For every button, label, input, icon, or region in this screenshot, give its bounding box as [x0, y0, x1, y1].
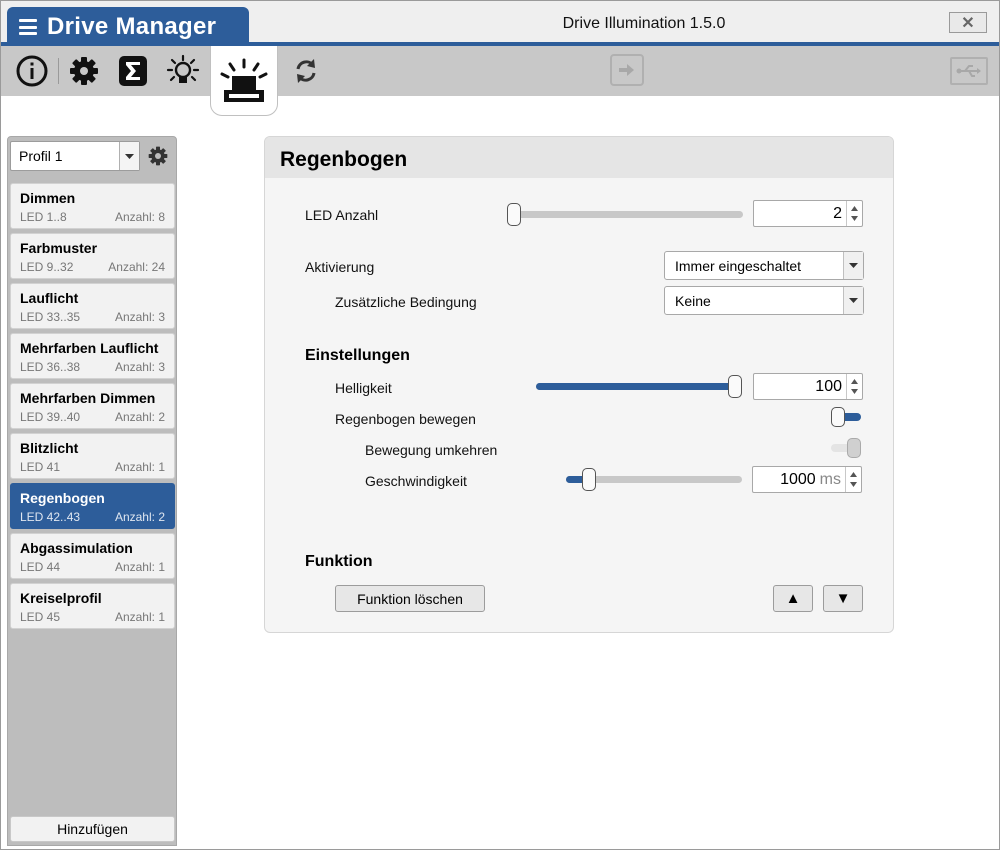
list-item-regenbogen-selected[interactable] [10, 483, 175, 529]
brightness-slider-fill [536, 383, 742, 390]
activation-label: Aktivierung [305, 259, 375, 275]
chevron-down-icon[interactable] [119, 142, 139, 170]
function-led-range: LED 33..35 [20, 310, 81, 324]
refresh-icon[interactable] [288, 53, 324, 89]
login-arrow-icon[interactable] [610, 54, 644, 86]
move-up-button[interactable]: ▲ [773, 585, 813, 612]
speed-spinbox[interactable] [752, 466, 862, 493]
led-count-slider-thumb[interactable] [507, 203, 521, 226]
chevron-down-icon[interactable] [843, 252, 863, 279]
activation-select-value: Immer eingeschaltet [675, 258, 802, 274]
function-name: Lauflicht [20, 290, 79, 306]
profile-select-value: Profil 1 [19, 148, 63, 164]
function-name: Abgassimulation [20, 540, 133, 556]
function-name: Dimmen [20, 190, 76, 206]
speed-unit: ms [819, 471, 841, 488]
function-led-count: Anzahl: 2 [114, 410, 165, 424]
led-count-label: LED Anzahl [305, 207, 379, 223]
spin-down-icon[interactable] [851, 389, 858, 394]
toolbar-separator [58, 58, 59, 84]
hamburger-menu-icon [19, 19, 37, 35]
function-led-count: Anzahl: 1 [114, 560, 165, 574]
usb-connection-icon[interactable] [950, 57, 988, 85]
profile-row [10, 141, 174, 171]
reverse-motion-toggle[interactable] [829, 438, 863, 458]
function-led-range: LED 9..32 [20, 260, 74, 274]
add-function-button[interactable]: Hinzufügen [10, 816, 175, 842]
condition-select-value: Keine [675, 293, 711, 309]
function-name: Mehrfarben Lauflicht [20, 340, 159, 356]
profile-settings-gear-icon[interactable] [148, 146, 168, 166]
list-item-lauflicht[interactable] [10, 283, 175, 329]
drive-manager-menu-button[interactable] [7, 7, 249, 47]
function-name: Blitzlicht [20, 440, 79, 456]
delete-function-button[interactable]: Funktion löschen [335, 585, 485, 612]
toolbar [1, 46, 999, 96]
toggle-knob [831, 407, 845, 427]
speed-value-wrap [780, 471, 841, 489]
brightness-label: Helligkeit [335, 380, 392, 396]
move-down-button[interactable]: ▼ [823, 585, 863, 612]
settings-section-title: Einstellungen [305, 347, 410, 364]
app-title: Drive Illumination 1.5.0 [562, 15, 726, 32]
condition-label: Zusätzliche Bedingung [335, 294, 477, 310]
function-led-count: Anzahl: 1 [114, 460, 165, 474]
settings-gear-icon[interactable] [66, 53, 102, 89]
spin-arrows[interactable] [846, 374, 862, 399]
tab-beacon-active[interactable] [210, 46, 278, 116]
function-led-range: LED 1..8 [20, 210, 67, 224]
reverse-motion-label: Bewegung umkehren [365, 442, 498, 458]
list-item-abgassimulation[interactable] [10, 533, 175, 579]
list-item-mehrfarben-dimmen[interactable] [10, 383, 175, 429]
function-led-range: LED 41 [20, 460, 61, 474]
list-item-dimmen[interactable] [10, 183, 175, 229]
spin-up-icon[interactable] [851, 206, 858, 211]
toggle-knob [847, 438, 861, 458]
panel-header [265, 137, 894, 178]
move-rainbow-label: Regenbogen bewegen [335, 411, 476, 427]
speed-slider[interactable] [566, 476, 742, 483]
function-list [10, 183, 175, 633]
function-led-count: Anzahl: 3 [114, 360, 165, 374]
spin-arrows[interactable] [846, 201, 862, 226]
panel-title: Regenbogen [280, 148, 408, 171]
function-name: Kreiselprofil [20, 590, 102, 606]
info-icon[interactable] [14, 53, 50, 89]
list-item-farbmuster[interactable] [10, 233, 175, 279]
led-count-slider[interactable] [507, 211, 743, 218]
function-name: Farbmuster [20, 240, 98, 256]
function-led-range: LED 44 [20, 560, 61, 574]
function-led-count: Anzahl: 24 [108, 260, 165, 274]
function-led-range: LED 42..43 [20, 510, 81, 524]
function-sidebar [7, 136, 177, 846]
list-item-kreiselprofil[interactable] [10, 583, 175, 629]
function-led-range: LED 36..38 [20, 360, 81, 374]
move-rainbow-toggle[interactable] [829, 407, 863, 427]
brightness-spinbox[interactable] [753, 373, 863, 400]
led-count-spinbox[interactable] [753, 200, 863, 227]
title-bar [1, 1, 999, 45]
profile-select[interactable] [10, 141, 140, 171]
spin-down-icon[interactable] [850, 482, 857, 487]
function-settings-panel [264, 136, 894, 633]
function-led-count: Anzahl: 8 [114, 210, 165, 224]
function-section-title: Funktion [305, 553, 373, 570]
led-count-value: 2 [833, 205, 842, 222]
brand-title: Drive Manager [47, 13, 217, 40]
function-name: Mehrfarben Dimmen [20, 390, 156, 406]
speed-value: 1000 [780, 471, 816, 488]
brightness-value: 100 [815, 378, 842, 395]
light-bulb-icon[interactable] [165, 53, 201, 89]
condition-select[interactable] [664, 286, 864, 315]
spin-up-icon[interactable] [850, 472, 857, 477]
spin-up-icon[interactable] [851, 379, 858, 384]
brightness-slider[interactable] [536, 383, 742, 390]
warning-beacon-icon [218, 58, 270, 104]
close-button[interactable]: ✕ [949, 12, 987, 33]
function-led-count: Anzahl: 1 [114, 610, 165, 624]
function-led-count: Anzahl: 2 [114, 510, 165, 524]
activation-select[interactable] [664, 251, 864, 280]
function-name: Regenbogen [20, 490, 105, 506]
spin-down-icon[interactable] [851, 216, 858, 221]
brightness-slider-thumb[interactable] [728, 375, 742, 398]
sigma-icon[interactable] [115, 53, 151, 89]
chevron-down-icon[interactable] [843, 287, 863, 314]
speed-slider-thumb[interactable] [582, 468, 596, 491]
function-led-range: LED 45 [20, 610, 61, 624]
list-item-blitzlicht[interactable] [10, 433, 175, 479]
speed-label: Geschwindigkeit [365, 473, 467, 489]
function-led-range: LED 39..40 [20, 410, 81, 424]
function-led-count: Anzahl: 3 [114, 310, 165, 324]
list-item-mehrfarben-lauflicht[interactable] [10, 333, 175, 379]
spin-arrows[interactable] [845, 467, 861, 492]
